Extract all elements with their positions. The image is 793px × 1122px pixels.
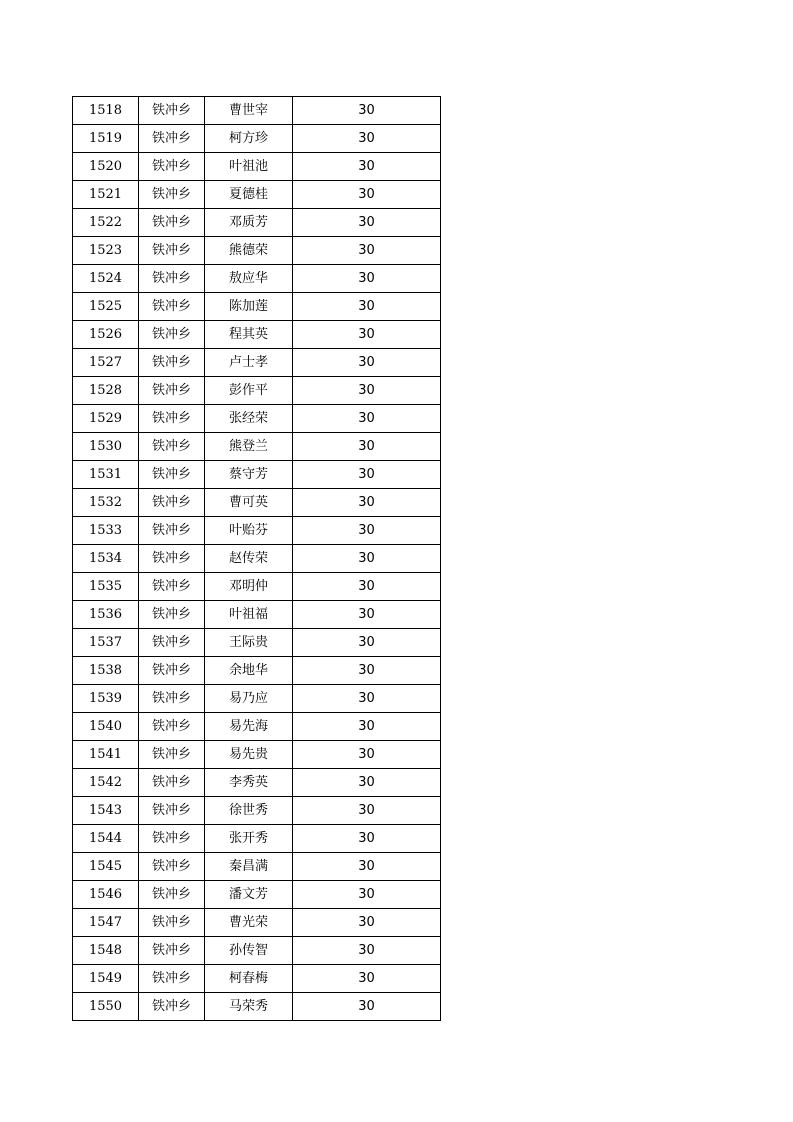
amount-cell: 30 <box>293 293 441 321</box>
roster-table-body <box>73 97 441 1021</box>
township-cell: 铁冲乡 <box>139 349 205 377</box>
serial-number-cell: 1526 <box>73 321 139 349</box>
amount-cell: 30 <box>293 797 441 825</box>
township-cell: 铁冲乡 <box>139 713 205 741</box>
serial-number-cell: 1524 <box>73 265 139 293</box>
amount-cell: 30 <box>293 517 441 545</box>
amount-cell: 30 <box>293 209 441 237</box>
township-cell: 铁冲乡 <box>139 209 205 237</box>
township-cell: 铁冲乡 <box>139 797 205 825</box>
amount-cell: 30 <box>293 377 441 405</box>
table-row <box>73 489 441 517</box>
amount-cell: 30 <box>293 433 441 461</box>
serial-number-cell: 1543 <box>73 797 139 825</box>
table-row <box>73 573 441 601</box>
person-name-cell: 程其英 <box>205 321 293 349</box>
serial-number-cell: 1523 <box>73 237 139 265</box>
serial-number-cell: 1522 <box>73 209 139 237</box>
table-row <box>73 321 441 349</box>
table-row <box>73 825 441 853</box>
serial-number-cell: 1548 <box>73 937 139 965</box>
table-row <box>73 601 441 629</box>
person-name-cell: 徐世秀 <box>205 797 293 825</box>
amount-cell: 30 <box>293 937 441 965</box>
person-name-cell: 赵传荣 <box>205 545 293 573</box>
serial-number-cell: 1532 <box>73 489 139 517</box>
township-cell: 铁冲乡 <box>139 125 205 153</box>
person-name-cell: 余地华 <box>205 657 293 685</box>
township-cell: 铁冲乡 <box>139 685 205 713</box>
person-name-cell: 蔡守芳 <box>205 461 293 489</box>
table-row <box>73 433 441 461</box>
serial-number-cell: 1531 <box>73 461 139 489</box>
serial-number-cell: 1545 <box>73 853 139 881</box>
serial-number-cell: 1544 <box>73 825 139 853</box>
serial-number-cell: 1541 <box>73 741 139 769</box>
amount-cell: 30 <box>293 153 441 181</box>
amount-cell: 30 <box>293 685 441 713</box>
serial-number-cell: 1528 <box>73 377 139 405</box>
person-name-cell: 彭作平 <box>205 377 293 405</box>
table-row <box>73 181 441 209</box>
township-cell: 铁冲乡 <box>139 937 205 965</box>
table-row <box>73 97 441 125</box>
person-name-cell: 熊登兰 <box>205 433 293 461</box>
township-cell: 铁冲乡 <box>139 461 205 489</box>
person-name-cell: 柯春梅 <box>205 965 293 993</box>
serial-number-cell: 1536 <box>73 601 139 629</box>
township-cell: 铁冲乡 <box>139 825 205 853</box>
serial-number-cell: 1533 <box>73 517 139 545</box>
amount-cell: 30 <box>293 265 441 293</box>
table-row <box>73 657 441 685</box>
table-row <box>73 937 441 965</box>
township-cell: 铁冲乡 <box>139 433 205 461</box>
person-name-cell: 卢士孝 <box>205 349 293 377</box>
person-name-cell: 孙传智 <box>205 937 293 965</box>
amount-cell: 30 <box>293 181 441 209</box>
table-row <box>73 993 441 1021</box>
person-name-cell: 王际贵 <box>205 629 293 657</box>
township-cell: 铁冲乡 <box>139 265 205 293</box>
roster-table <box>72 96 441 1021</box>
serial-number-cell: 1539 <box>73 685 139 713</box>
amount-cell: 30 <box>293 853 441 881</box>
amount-cell: 30 <box>293 461 441 489</box>
person-name-cell: 敖应华 <box>205 265 293 293</box>
serial-number-cell: 1542 <box>73 769 139 797</box>
serial-number-cell: 1549 <box>73 965 139 993</box>
table-row <box>73 237 441 265</box>
table-row <box>73 769 441 797</box>
serial-number-cell: 1535 <box>73 573 139 601</box>
serial-number-cell: 1520 <box>73 153 139 181</box>
person-name-cell: 潘文芳 <box>205 881 293 909</box>
table-row <box>73 629 441 657</box>
township-cell: 铁冲乡 <box>139 545 205 573</box>
table-row <box>73 153 441 181</box>
township-cell: 铁冲乡 <box>139 853 205 881</box>
person-name-cell: 秦昌满 <box>205 853 293 881</box>
person-name-cell: 熊德荣 <box>205 237 293 265</box>
amount-cell: 30 <box>293 125 441 153</box>
township-cell: 铁冲乡 <box>139 629 205 657</box>
person-name-cell: 曹可英 <box>205 489 293 517</box>
table-row <box>73 853 441 881</box>
person-name-cell: 夏德桂 <box>205 181 293 209</box>
township-cell: 铁冲乡 <box>139 293 205 321</box>
person-name-cell: 李秀英 <box>205 769 293 797</box>
serial-number-cell: 1521 <box>73 181 139 209</box>
person-name-cell: 张开秀 <box>205 825 293 853</box>
person-name-cell: 马荣秀 <box>205 993 293 1021</box>
person-name-cell: 陈加莲 <box>205 293 293 321</box>
amount-cell: 30 <box>293 349 441 377</box>
table-row <box>73 349 441 377</box>
amount-cell: 30 <box>293 909 441 937</box>
amount-cell: 30 <box>293 489 441 517</box>
township-cell: 铁冲乡 <box>139 181 205 209</box>
township-cell: 铁冲乡 <box>139 573 205 601</box>
person-name-cell: 易先海 <box>205 713 293 741</box>
township-cell: 铁冲乡 <box>139 601 205 629</box>
amount-cell: 30 <box>293 741 441 769</box>
serial-number-cell: 1529 <box>73 405 139 433</box>
table-row <box>73 797 441 825</box>
person-name-cell: 曹世宰 <box>205 97 293 125</box>
amount-cell: 30 <box>293 601 441 629</box>
township-cell: 铁冲乡 <box>139 909 205 937</box>
serial-number-cell: 1546 <box>73 881 139 909</box>
amount-cell: 30 <box>293 713 441 741</box>
table-row <box>73 265 441 293</box>
amount-cell: 30 <box>293 965 441 993</box>
amount-cell: 30 <box>293 881 441 909</box>
person-name-cell: 邓质芳 <box>205 209 293 237</box>
table-row <box>73 545 441 573</box>
table-row <box>73 713 441 741</box>
township-cell: 铁冲乡 <box>139 97 205 125</box>
table-row <box>73 293 441 321</box>
person-name-cell: 易先贵 <box>205 741 293 769</box>
serial-number-cell: 1550 <box>73 993 139 1021</box>
table-row <box>73 741 441 769</box>
township-cell: 铁冲乡 <box>139 769 205 797</box>
township-cell: 铁冲乡 <box>139 657 205 685</box>
township-cell: 铁冲乡 <box>139 741 205 769</box>
amount-cell: 30 <box>293 97 441 125</box>
person-name-cell: 易乃应 <box>205 685 293 713</box>
township-cell: 铁冲乡 <box>139 377 205 405</box>
table-row <box>73 125 441 153</box>
table-row <box>73 209 441 237</box>
serial-number-cell: 1540 <box>73 713 139 741</box>
township-cell: 铁冲乡 <box>139 321 205 349</box>
township-cell: 铁冲乡 <box>139 993 205 1021</box>
serial-number-cell: 1530 <box>73 433 139 461</box>
serial-number-cell: 1534 <box>73 545 139 573</box>
amount-cell: 30 <box>293 993 441 1021</box>
township-cell: 铁冲乡 <box>139 517 205 545</box>
table-row <box>73 461 441 489</box>
amount-cell: 30 <box>293 545 441 573</box>
person-name-cell: 张经荣 <box>205 405 293 433</box>
township-cell: 铁冲乡 <box>139 965 205 993</box>
amount-cell: 30 <box>293 825 441 853</box>
person-name-cell: 柯方珍 <box>205 125 293 153</box>
township-cell: 铁冲乡 <box>139 153 205 181</box>
serial-number-cell: 1537 <box>73 629 139 657</box>
township-cell: 铁冲乡 <box>139 237 205 265</box>
serial-number-cell: 1518 <box>73 97 139 125</box>
person-name-cell: 叶贻芬 <box>205 517 293 545</box>
table-row <box>73 881 441 909</box>
amount-cell: 30 <box>293 657 441 685</box>
person-name-cell: 叶祖池 <box>205 153 293 181</box>
table-row <box>73 909 441 937</box>
table-row <box>73 405 441 433</box>
serial-number-cell: 1547 <box>73 909 139 937</box>
amount-cell: 30 <box>293 405 441 433</box>
table-row <box>73 377 441 405</box>
township-cell: 铁冲乡 <box>139 405 205 433</box>
township-cell: 铁冲乡 <box>139 489 205 517</box>
township-cell: 铁冲乡 <box>139 881 205 909</box>
table-row <box>73 965 441 993</box>
serial-number-cell: 1538 <box>73 657 139 685</box>
serial-number-cell: 1519 <box>73 125 139 153</box>
person-name-cell: 叶祖福 <box>205 601 293 629</box>
amount-cell: 30 <box>293 237 441 265</box>
person-name-cell: 曹光荣 <box>205 909 293 937</box>
table-row <box>73 685 441 713</box>
amount-cell: 30 <box>293 321 441 349</box>
amount-cell: 30 <box>293 769 441 797</box>
serial-number-cell: 1525 <box>73 293 139 321</box>
serial-number-cell: 1527 <box>73 349 139 377</box>
person-name-cell: 邓明仲 <box>205 573 293 601</box>
amount-cell: 30 <box>293 573 441 601</box>
amount-cell: 30 <box>293 629 441 657</box>
table-row <box>73 517 441 545</box>
